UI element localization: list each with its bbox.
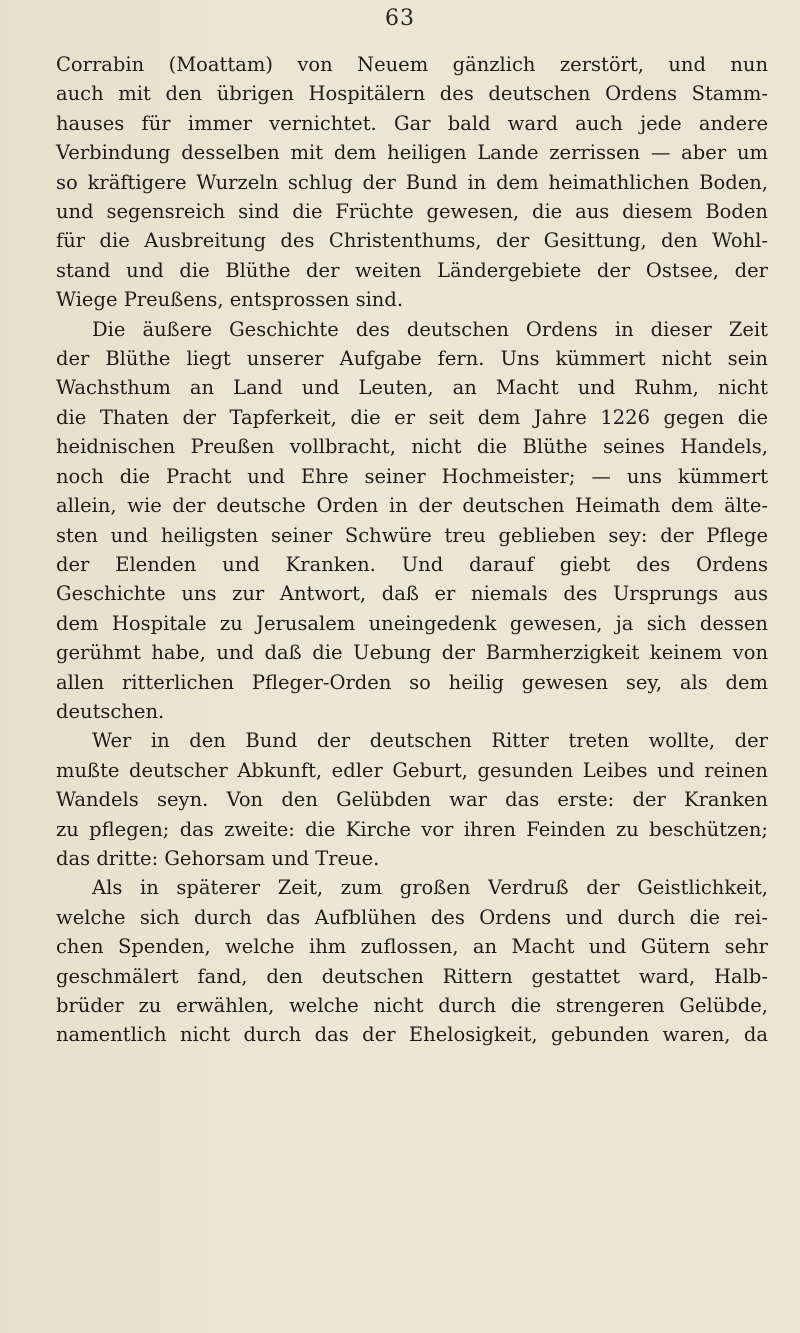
text-line: allen ritterlichen Pfleger-Orden so heilig gewesen sey, als dem <box>56 670 768 694</box>
paragraph-2 <box>56 315 768 727</box>
text-line: brüder zu erwählen, welche nicht durch die strengeren Gelübde, <box>56 994 768 1017</box>
paragraph-3 <box>56 726 768 873</box>
text-line: Corrabin (Moattam) von Neuem gänzlich zerstört, und nun <box>56 53 768 76</box>
text-line: geschmälert fand, den deutschen Rittern gestattet ward, Halb- <box>56 964 768 988</box>
text-line: Geschichte uns zur Antwort, daß er niemals des Ursprungs aus <box>56 582 768 606</box>
paragraph-4 <box>56 873 768 1049</box>
text-line: so kräftigere Wurzeln schlug der Bund in dem heimathlichen Boden, <box>56 170 768 194</box>
paragraph-1 <box>56 50 768 315</box>
text-line: der Blüthe liegt unserer Aufgabe fern. Uns kümmert nicht sein <box>56 347 768 371</box>
text-line: Wiege Preußens, entsprossen sind. <box>56 288 404 312</box>
text-line: die Thaten der Tapferkeit, die er seit dem Jahre 1226 gegen die <box>56 405 768 429</box>
text-line: gerühmt habe, und daß die Uebung der Barmherzigkeit keinem von <box>56 641 768 665</box>
text-line: dem Hospitale zu Jerusalem uneingedenk gewesen, ja sich dessen <box>56 611 768 635</box>
text-line: stand und die Blüthe der weiten Ländergebiete der Ostsee, der <box>56 258 768 282</box>
text-line: welche sich durch das Aufblühen des Ordens und durch die rei- <box>56 905 768 929</box>
text-line: das dritte: Gehorsam und Treue. <box>56 846 380 870</box>
text-line: Wer in den Bund der deutschen Ritter treten wollte, der <box>92 729 768 753</box>
text-line: Die äußere Geschichte des deutschen Ordens in dieser Zeit <box>92 317 768 341</box>
text-line: hauses für immer vernichtet. Gar bald ward auch jede andere <box>56 111 768 135</box>
text-line: auch mit den übrigen Hospitälern des deutschen Ordens Stamm- <box>56 82 768 106</box>
text-line: heidnischen Preußen vollbracht, nicht die Blüthe seines Handels, <box>56 435 768 459</box>
text-line: für die Ausbreitung des Christenthums, der Gesittung, den Wohl- <box>56 229 768 253</box>
text-line: Verbindung desselben mit dem heiligen Lande zerrissen — aber um <box>56 141 768 165</box>
page-number: 63 <box>385 6 415 31</box>
text-line: und segensreich sind die Früchte gewesen, die aus diesem Boden <box>56 200 768 224</box>
text-line: zu pflegen; das zweite: die Kirche vor ihren Feinden zu beschützen; <box>56 817 768 841</box>
text-line: chen Spenden, welche ihm zuflossen, an Macht und Gütern sehr <box>56 935 768 959</box>
text-line: Wandels seyn. Von den Gelübden war das erste: der Kranken <box>56 788 768 812</box>
text-line: deutschen. <box>56 699 165 723</box>
text-line: sten und heiligsten seiner Schwüre treu geblieben sey: der Pflege <box>56 523 768 547</box>
text-line: namentlich nicht durch das der Ehelosigkeit, gebunden waren, da <box>56 1023 768 1047</box>
text-line: der Elenden und Kranken. Und darauf giebt des Ordens <box>56 552 768 576</box>
text-line: noch die Pracht und Ehre seiner Hochmeister; — uns kümmert <box>56 464 768 488</box>
body-text <box>56 50 768 1050</box>
text-line: Als in späterer Zeit, zum großen Verdruß der Geistlichkeit, <box>92 876 768 900</box>
text-line: allein, wie der deutsche Orden in der deutschen Heimath dem älte- <box>56 494 768 518</box>
text-line: mußte deutscher Abkunft, edler Geburt, gesunden Leibes und reinen <box>56 758 768 782</box>
text-line: Wachsthum an Land und Leuten, an Macht und Ruhm, nicht <box>56 376 768 400</box>
